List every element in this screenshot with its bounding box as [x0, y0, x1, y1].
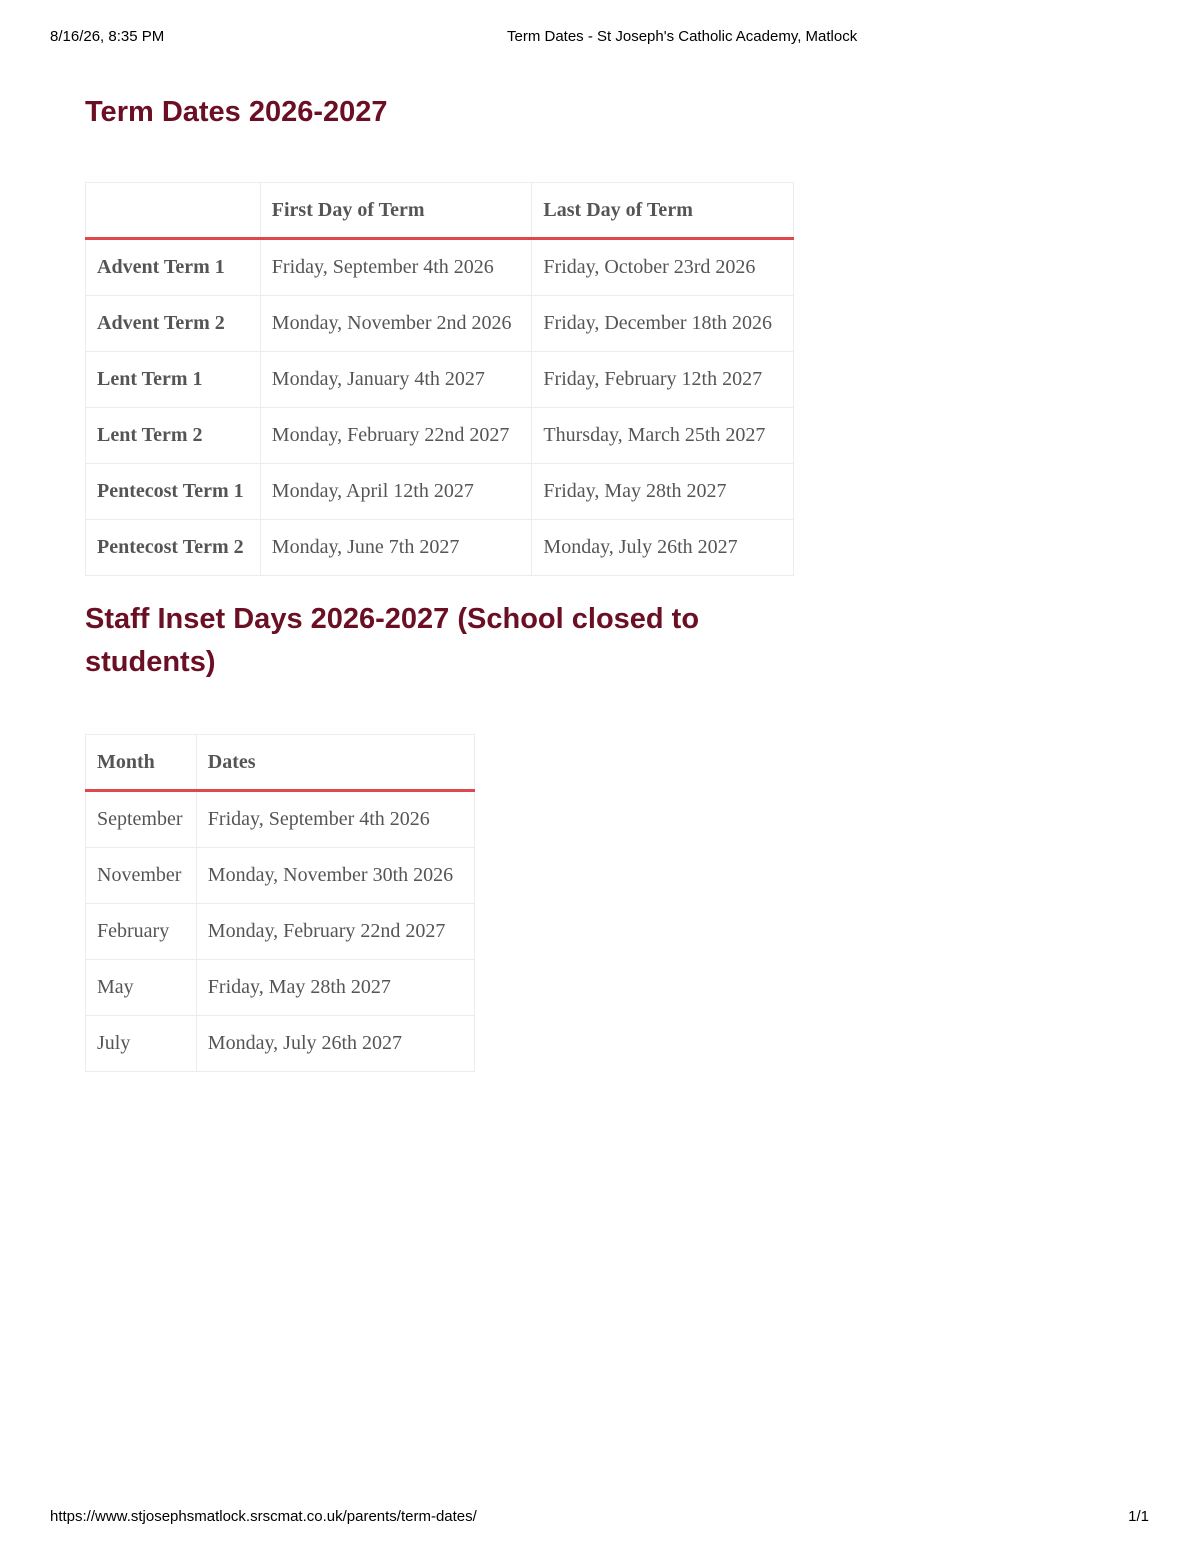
column-header-dates: Dates — [196, 735, 474, 791]
month-cell: July — [86, 1016, 197, 1072]
table-row — [86, 1016, 475, 1072]
print-page-title: Term Dates - St Joseph's Catholic Academy, Matlock — [507, 28, 858, 45]
month-cell: September — [86, 791, 197, 848]
print-footer — [0, 1508, 1200, 1528]
column-header-last-day: Last Day of Term — [532, 183, 794, 239]
last-day-cell: Thursday, March 25th 2027 — [532, 408, 794, 464]
month-cell: February — [86, 904, 197, 960]
first-day-cell: Monday, November 2nd 2026 — [260, 296, 532, 352]
term-dates-heading: Term Dates 2026-2027 — [85, 96, 388, 128]
term-name: Advent Term 1 — [86, 239, 261, 296]
table-row — [86, 960, 475, 1016]
date-cell: Monday, November 30th 2026 — [196, 848, 474, 904]
term-dates-table — [85, 182, 794, 576]
table-row — [86, 791, 475, 848]
page-number: 1/1 — [1128, 1508, 1149, 1525]
table-row — [86, 848, 475, 904]
term-name: Lent Term 1 — [86, 352, 261, 408]
inset-days-heading: Staff Inset Days 2026-2027 (School closed to students) — [85, 603, 700, 678]
first-day-cell: Monday, April 12th 2027 — [260, 464, 532, 520]
table-row — [86, 352, 794, 408]
print-header — [0, 28, 1200, 48]
term-name: Lent Term 2 — [86, 408, 261, 464]
table-row — [86, 520, 794, 576]
date-cell: Friday, September 4th 2026 — [196, 791, 474, 848]
page-url[interactable]: https://www.stjosephsmatlock.srscmat.co.uk/parents/term-dates/ — [50, 1508, 477, 1525]
term-name: Advent Term 2 — [86, 296, 261, 352]
last-day-cell: Friday, May 28th 2027 — [532, 464, 794, 520]
term-name: Pentecost Term 2 — [86, 520, 261, 576]
month-cell: November — [86, 848, 197, 904]
last-day-cell: Friday, December 18th 2026 — [532, 296, 794, 352]
last-day-cell: Friday, October 23rd 2026 — [532, 239, 794, 296]
month-cell: May — [86, 960, 197, 1016]
first-day-cell: Monday, January 4th 2027 — [260, 352, 532, 408]
table-header-row — [86, 735, 475, 791]
table-row — [86, 239, 794, 296]
column-header-term — [86, 183, 261, 239]
table-row — [86, 904, 475, 960]
table-row — [86, 296, 794, 352]
term-name: Pentecost Term 1 — [86, 464, 261, 520]
first-day-cell: Friday, September 4th 2026 — [260, 239, 532, 296]
first-day-cell: Monday, June 7th 2027 — [260, 520, 532, 576]
last-day-cell: Monday, July 26th 2027 — [532, 520, 794, 576]
date-cell: Friday, May 28th 2027 — [196, 960, 474, 1016]
last-day-cell: Friday, February 12th 2027 — [532, 352, 794, 408]
print-datetime: 8/16/26, 8:35 PM — [50, 28, 165, 45]
table-row — [86, 408, 794, 464]
table-row — [86, 464, 794, 520]
column-header-first-day: First Day of Term — [260, 183, 532, 239]
date-cell: Monday, July 26th 2027 — [196, 1016, 474, 1072]
first-day-cell: Monday, February 22nd 2027 — [260, 408, 532, 464]
table-header-row — [86, 183, 794, 239]
date-cell: Monday, February 22nd 2027 — [196, 904, 474, 960]
column-header-month: Month — [86, 735, 197, 791]
inset-days-table — [85, 734, 475, 1072]
